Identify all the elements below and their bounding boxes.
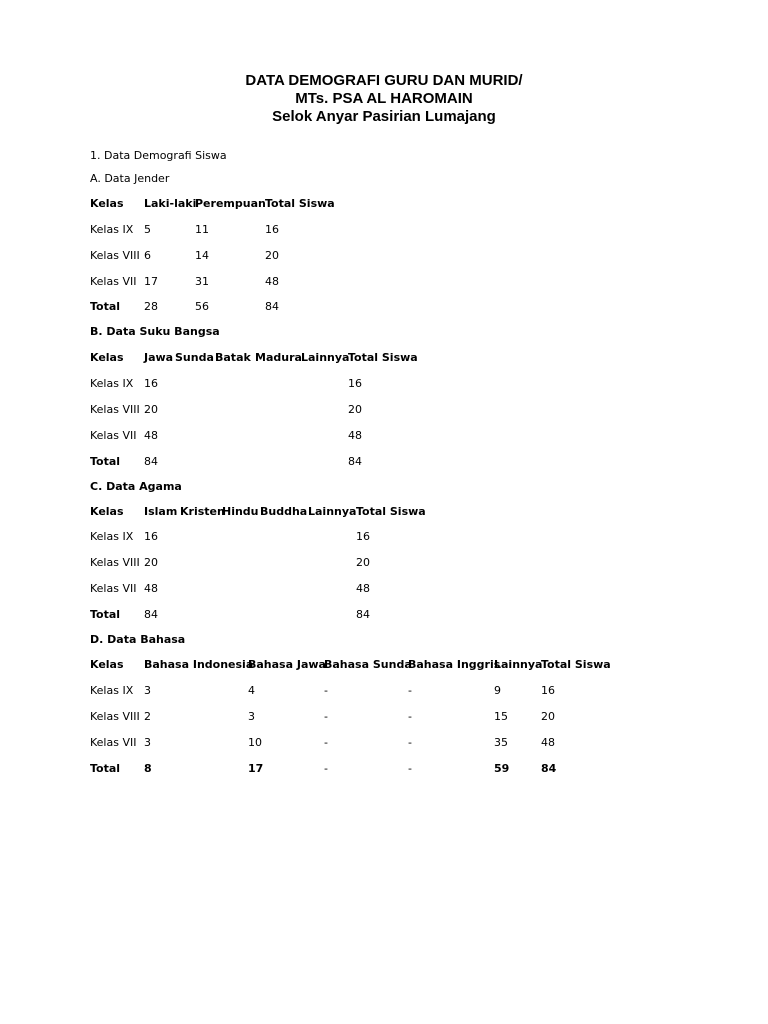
table-cell: Kelas VIII xyxy=(90,249,140,262)
table-header-cell: Total Siswa xyxy=(265,197,335,210)
bahasa-heading: D. Data Bahasa xyxy=(90,633,186,646)
table-cell: Kelas IX xyxy=(90,377,134,390)
table-cell: - xyxy=(408,736,412,749)
table-header-cell: Lainnya xyxy=(494,658,543,671)
table-cell: 16 xyxy=(348,377,362,390)
table-total-label: Total xyxy=(90,762,121,775)
table-cell: Kelas VIII xyxy=(90,556,140,569)
table-header-cell: Bahasa Jawa xyxy=(248,658,326,671)
table-cell: 48 xyxy=(144,429,158,442)
table-cell: 20 xyxy=(541,710,555,723)
table-cell: 20 xyxy=(265,249,279,262)
table-cell: 15 xyxy=(494,710,508,723)
table-cell: Kelas VII xyxy=(90,275,137,288)
table-header-cell: Kelas xyxy=(90,505,124,518)
table-header-cell: Laki-laki xyxy=(144,197,197,210)
table-cell: 48 xyxy=(356,582,370,595)
table-cell: 16 xyxy=(144,530,158,543)
table-header-cell: Bahasa Inggris xyxy=(408,658,501,671)
table-header-cell: Sunda xyxy=(175,351,214,364)
school-name: MTs. PSA AL HAROMAIN xyxy=(295,90,473,107)
table-cell: - xyxy=(408,684,412,697)
table-cell: Kelas IX xyxy=(90,530,134,543)
table-header-cell: Total Siswa xyxy=(356,505,426,518)
table-header-cell: Jawa xyxy=(144,351,174,364)
table-cell: - xyxy=(408,762,412,775)
table-cell: 8 xyxy=(144,762,152,775)
table-cell: - xyxy=(324,762,328,775)
table-cell: 9 xyxy=(494,684,501,697)
table-header-cell: Kristen xyxy=(180,505,225,518)
table-total-label: Total xyxy=(90,300,121,313)
table-header-cell: Kelas xyxy=(90,197,124,210)
document-title: DATA DEMOGRAFI GURU DAN MURID/ xyxy=(245,72,523,89)
table-header-cell: Total Siswa xyxy=(541,658,611,671)
table-cell: 84 xyxy=(541,762,557,775)
table-cell: 35 xyxy=(494,736,508,749)
table-cell: 84 xyxy=(144,608,158,621)
table-header-cell: Lainnya xyxy=(308,505,357,518)
table-cell: 48 xyxy=(348,429,362,442)
table-cell: 6 xyxy=(144,249,151,262)
table-cell: 2 xyxy=(144,710,151,723)
table-cell: Kelas IX xyxy=(90,223,134,236)
table-cell: 84 xyxy=(265,300,279,313)
table-cell: 16 xyxy=(356,530,370,543)
table-header-cell: Lainnya xyxy=(301,351,350,364)
table-header-cell: Hindu xyxy=(222,505,259,518)
table-header-cell: Batak xyxy=(215,351,251,364)
table-header-cell: Bahasa Indonesia xyxy=(144,658,254,671)
table-cell: Kelas VII xyxy=(90,429,137,442)
table-cell: Kelas VII xyxy=(90,582,137,595)
table-cell: 14 xyxy=(195,249,209,262)
table-cell: Kelas VII xyxy=(90,736,137,749)
table-cell: 17 xyxy=(144,275,158,288)
table-cell: 11 xyxy=(195,223,209,236)
table-total-label: Total xyxy=(90,455,121,468)
table-header-cell: Bahasa Sunda xyxy=(324,658,412,671)
jender-heading: A. Data Jender xyxy=(90,172,170,185)
table-header-cell: Kelas xyxy=(90,658,124,671)
table-cell: 16 xyxy=(144,377,158,390)
table-header-cell: Madura xyxy=(255,351,302,364)
table-cell: 84 xyxy=(144,455,158,468)
table-cell: - xyxy=(408,710,412,723)
table-cell: 48 xyxy=(541,736,555,749)
table-cell: 48 xyxy=(265,275,279,288)
table-cell: 4 xyxy=(248,684,255,697)
table-cell: 16 xyxy=(541,684,555,697)
table-header-cell: Buddha xyxy=(260,505,308,518)
table-cell: 5 xyxy=(144,223,151,236)
table-cell: 20 xyxy=(356,556,370,569)
table-cell: - xyxy=(324,710,328,723)
table-cell: 59 xyxy=(494,762,510,775)
table-cell: 10 xyxy=(248,736,262,749)
table-cell: 20 xyxy=(144,556,158,569)
table-cell: 28 xyxy=(144,300,158,313)
table-total-label: Total xyxy=(90,608,121,621)
table-cell: 16 xyxy=(265,223,279,236)
table-cell: 17 xyxy=(248,762,264,775)
table-cell: 20 xyxy=(348,403,362,416)
suku-heading: B. Data Suku Bangsa xyxy=(90,325,220,338)
table-header-cell: Total Siswa xyxy=(348,351,418,364)
table-header-cell: Kelas xyxy=(90,351,124,364)
table-cell: 84 xyxy=(356,608,370,621)
table-header-cell: Perempuan xyxy=(195,197,266,210)
table-cell: 3 xyxy=(248,710,255,723)
table-header-cell: Islam xyxy=(144,505,178,518)
table-cell: 48 xyxy=(144,582,158,595)
table-cell: Kelas VIII xyxy=(90,403,140,416)
table-cell: Kelas VIII xyxy=(90,710,140,723)
table-cell: - xyxy=(324,684,328,697)
school-location: Selok Anyar Pasirian Lumajang xyxy=(272,108,496,125)
table-cell: 3 xyxy=(144,736,151,749)
table-cell: 56 xyxy=(195,300,209,313)
table-cell: 31 xyxy=(195,275,209,288)
table-cell: 20 xyxy=(144,403,158,416)
section-heading: 1. Data Demografi Siswa xyxy=(90,149,227,162)
table-cell: 3 xyxy=(144,684,151,697)
table-cell: Kelas IX xyxy=(90,684,134,697)
table-cell: - xyxy=(324,736,328,749)
agama-heading: C. Data Agama xyxy=(90,480,182,493)
table-cell: 84 xyxy=(348,455,362,468)
